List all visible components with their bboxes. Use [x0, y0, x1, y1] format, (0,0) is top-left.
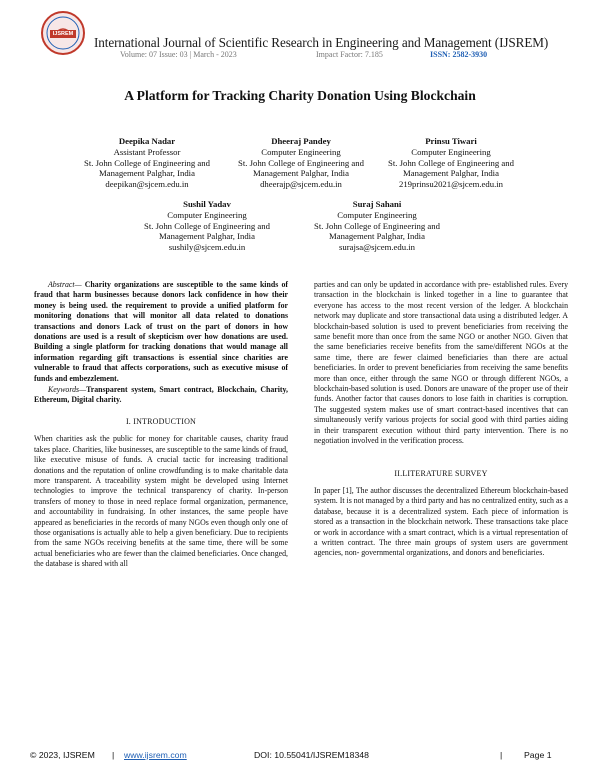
author-name: Suraj Sahani	[352, 199, 402, 209]
author-name: Dheeraj Pandey	[271, 136, 331, 146]
author-block	[376, 136, 526, 190]
section-heading-introduction: I. INTRODUCTION	[125, 416, 197, 426]
author-block	[226, 136, 376, 190]
author-affiliation: St. John College of Engineering and	[84, 157, 210, 168]
author-affiliation: St. John College of Engineering and	[314, 220, 440, 231]
footer-copyright: © 2023, IJSREM	[30, 750, 95, 760]
author-affiliation: Management Palghar, India	[329, 231, 425, 242]
author-email: sushily@sjcem.edu.in	[168, 242, 246, 253]
section-heading-literature-survey: II.LITERATURE SURVEY	[394, 468, 488, 478]
author-role: Computer Engineering	[167, 209, 247, 220]
author-affiliation: Management Palghar, India	[253, 168, 349, 179]
author-affiliation: St. John College of Engineering and	[388, 157, 514, 168]
issn: ISSN: 2582-3930	[430, 50, 488, 59]
body-paragraph: parties and can only be updated in accordance with pre- established rules. Every transaction in the blockchain is linked together in a line to guarantee that everyone has access to the most recent version of the ledger. A blockchain network may duplicate and store transactional data using a distributed ledger. A blockchain-based solution is used to prevent beneficiaries from receiving the same benefit more than once from the same NGO or another NGO. Given that the same beneficiaries receive benefits from the same/different NGOs at the same time, there are fewer claimed beneficiaries than there are actual beneficiaries. In order to prevent beneficiaries from receiving the same benefits more than once, either through the same NGO or through different NGOs, a blockchain-based solution is used. Donors are unaware of the proper use of their funds. Another factor that causes donors to lose faith in charities is corruption. The suggested system makes use of smart contract-based incentives that can simultaneously verify various projects for social good with third parties aiding in their transparent execution without third party intervention. There is no negotiation involved in the verification process.	[314, 280, 568, 446]
footer-separator: |	[112, 750, 115, 760]
keywords-lead: Keywords—	[48, 385, 87, 395]
author-email: surajsa@sjcem.edu.in	[338, 242, 416, 253]
abstract-text: Charity organizations are susceptible to the same kinds of fraud that harm businesses because donors lack confidence in how their money is being used. the requirement to provide a unified platform for monitoring donations that will monitor all data related to donations transactions and donors Lack of trust on the part of donors in how donations are used is a result of skepticism over how donations are used. Building a single platform for tracking donations that would manage all information regarding gift transactions is essential since charities are vulnerable to fraud that affects corporations, such as executive misuse of funds and embezzlement.	[34, 280, 288, 383]
author-role: Computer Engineering	[261, 146, 341, 157]
footer-website-link[interactable]: www.ijsrem.com	[124, 750, 187, 760]
journal-title: International Journal of Scientific Research in Engineering and Management (IJSREM)	[94, 35, 549, 50]
author-block	[132, 199, 282, 253]
author-name: Deepika Nadar	[118, 136, 176, 146]
author-name: Sushil Yadav	[183, 199, 231, 209]
keywords	[34, 385, 288, 406]
author-affiliation: St. John College of Engineering and	[144, 220, 270, 231]
left-column	[34, 280, 288, 570]
paper-title: A Platform for Tracking Charity Donation Using Blockchain	[124, 88, 476, 103]
author-email: deepikan@sjcem.edu.in	[105, 179, 189, 190]
abstract-lead: Abstract—	[48, 280, 82, 289]
footer-separator: |	[500, 750, 503, 760]
author-block	[72, 136, 222, 190]
author-name: Prinsu Tiwari	[425, 136, 477, 146]
volume-issue: Volume: 07 Issue: 03 | March - 2023	[120, 50, 237, 59]
literature-paragraph: In paper [1], The author discusses the decentralized Ethereum blockchain-based system. It is not managed by a third party and has no centralized entity, such as a database, because it is a decentralized system. Each piece of information is stored as a transaction in the blockchain network. These transactions take place or work in accordance with a smart contract, which is a virtual representation of a written contract. The three main groups of system users are government agencies, non- governmental organizations, and donors and beneficiaries.	[314, 485, 568, 558]
author-affiliation: Management Palghar, India	[403, 168, 499, 179]
introduction-paragraph: When charities ask the public for money for charitable causes, charity fraud takes place. Charities, like businesses, are susceptible to the same kinds of fraud, like executive misuse of funds. A crucial tactic for increasing traditional donations and the reputation of online crowdfunding is to make charitable data more transparent. A traceability system might be developed using Internet technologies to improve the technical transparency of charity. In-person transfers of money to those in need replace formal organization, permanence, and accountability in fundraising. In other instances, the same people have appeared as beneficiaries in the records of many NGOs even though only one of those organisations is actually able to help a given beneficiary. Due to recipients from the same NGOs receiving benefits at the same time, there will be some actual beneficiaries who are fewer than the claimed beneficiaries. Once changed, the database is shared with all	[34, 434, 288, 569]
impact-factor: Impact Factor: 7.185	[316, 50, 383, 59]
right-column	[314, 280, 568, 559]
author-email: dheerajp@sjcem.edu.in	[260, 179, 342, 190]
abstract	[34, 280, 288, 384]
author-affiliation: St. John College of Engineering and	[238, 157, 364, 168]
page-footer	[0, 750, 600, 762]
journal-logo	[40, 10, 86, 56]
author-affiliation: Management Palghar, India	[159, 231, 255, 242]
logo-text: IJSREM	[52, 31, 74, 37]
author-role: Computer Engineering	[337, 209, 417, 220]
author-affiliation: Management Palghar, India	[99, 168, 195, 179]
author-role: Computer Engineering	[411, 146, 491, 157]
keywords-text: Transparent system, Smart contract, Blockchain, Charity, Ethereum, Digital charity.	[34, 385, 288, 405]
footer-doi: DOI: 10.55041/IJSREM18348	[254, 750, 369, 760]
author-email: 219prinsu2021@sjcem.edu.in	[398, 179, 504, 190]
author-role: Assistant Professor	[113, 146, 181, 157]
page-number: Page 1	[524, 750, 552, 760]
author-block	[302, 199, 452, 253]
